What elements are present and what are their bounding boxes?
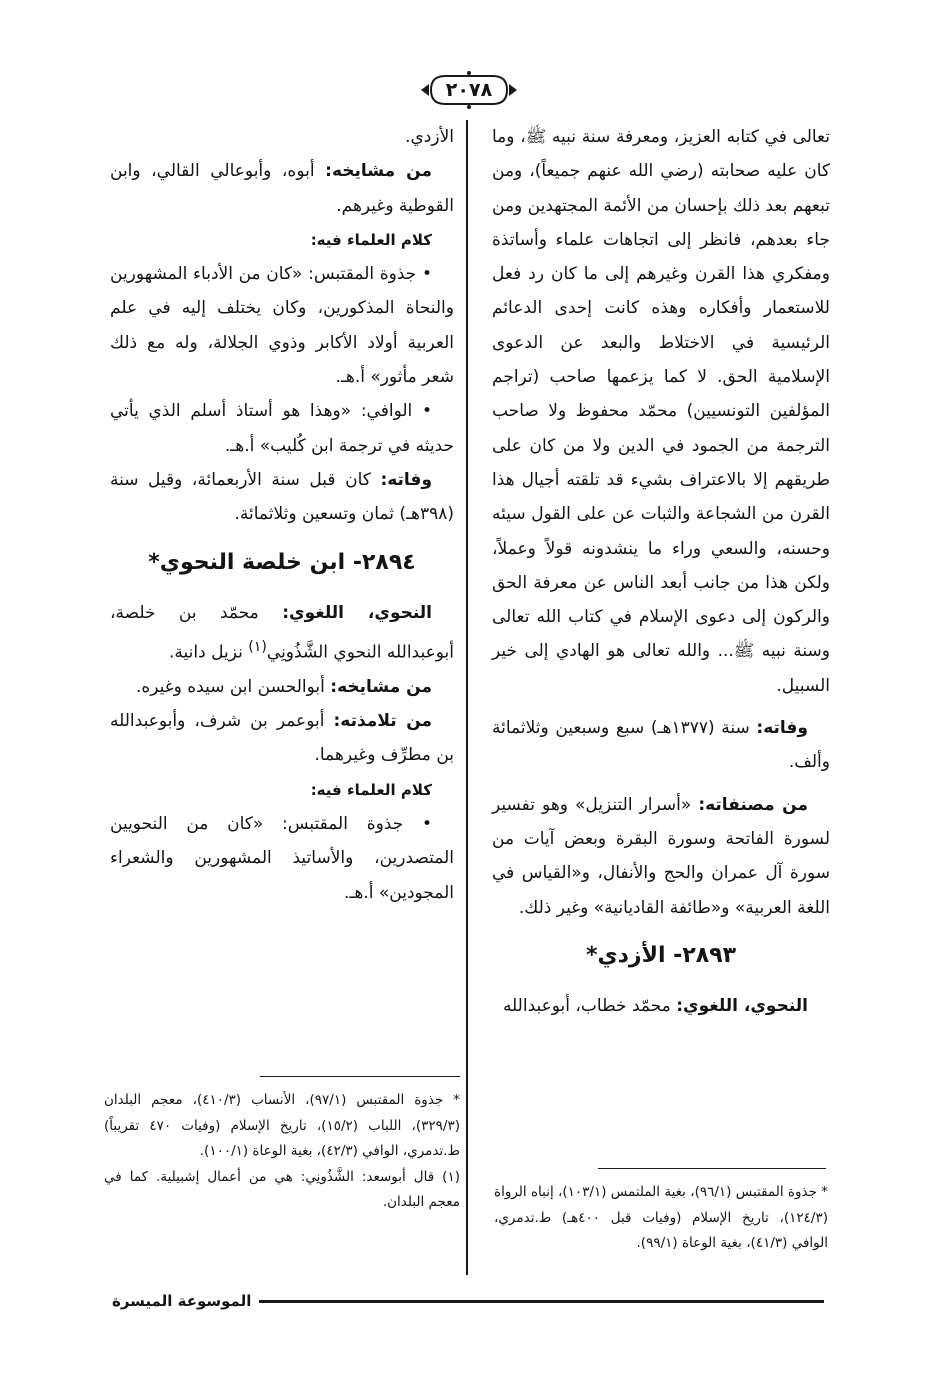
left-column xyxy=(110,120,454,910)
entry-paragraph xyxy=(110,596,454,670)
works-label: من مصنفاته: xyxy=(698,794,809,815)
quote: • الوافي: «وهذا هو أستاذ أسلم الذي يأتي حديثه في ترجمة ابن كُليب» أ.هـ. xyxy=(110,401,454,456)
students-label: من تلامذته: xyxy=(333,711,433,732)
death-text: سنة (١٣٧٧هـ) سبع وسبعين وثلاثمائة وألف. xyxy=(492,718,830,773)
scholars-label: كلام العلماء فيه: xyxy=(310,780,432,799)
footnote-text: * جذوة المقتبس (٩٧/١)، الأنساب (٤١٠/٣)، معجم البلدان (٣٢٩/٣)، اللباب (١٥/٢)، تاريخ الإسلام (وفيات ٤٧٠ تقريباً) ط.تدمري، الوافي (٤٢/٣)، بغية الوعاة (١٠٠/١). xyxy=(104,1092,461,1159)
death-paragraph xyxy=(110,463,454,532)
footnote-rule xyxy=(598,1168,826,1169)
footnote-right xyxy=(494,1180,828,1257)
scholars-label: كلام العلماء فيه: xyxy=(310,230,432,249)
quote: • جذوة المقتبس: «كان من الأدباء المشهورين والنحاة المذكورين، وكان يختلف إليه في علم العربية أولاد الأكابر وذوي الجلالة، وله مع ذلك شعر مأثور» أ.هـ. xyxy=(110,264,454,388)
footnote-text: * جذوة المقتبس (٩٦/١)، بغية الملتمس (١٠٣/١)، إنباه الرواة (١٢٤/٣)، تاريخ الإسلام (وفيات قبل ٤٠٠هـ) ط.تدمري، الوافي (٤١/٣)، بغية الوعاة (٩٩/١). xyxy=(494,1184,828,1251)
students-paragraph xyxy=(110,704,454,773)
death-label: وفاته: xyxy=(756,718,808,739)
entry-label: النحوي، اللغوي: xyxy=(282,602,432,623)
entry-text: محمّد بن خلصة، أبوعبدالله النحوي الشَّذُونِي xyxy=(110,602,454,663)
death-text: كان قبل سنة الأربعمائة، وقيل سنة (٣٩٨هـ) ثمان وتسعين وثلاثمائة. xyxy=(110,469,454,525)
footnote-text: (١) قال أبوسعد: الشَّذُونِي: هي من أعمال إشبيلية. كما في معجم البلدان. xyxy=(104,1168,460,1210)
students-text: أبوعمر بن شرف، وأبوعبدالله بن مطرِّف وغيرهما. xyxy=(110,711,454,766)
continuation-text: الأزدي. xyxy=(405,127,454,147)
death-label: وفاته: xyxy=(380,469,433,490)
teachers-label: من مشايخه: xyxy=(330,676,432,697)
footnote-left xyxy=(104,1088,460,1216)
entry-start-label: النحوي، اللغوي: xyxy=(676,995,808,1016)
teachers-text: أبوه، وأبوعالي القالي، وابن القوطية وغيرهم. xyxy=(110,161,454,216)
teachers-paragraph xyxy=(110,154,454,223)
footnote-ref: (١) xyxy=(248,638,267,655)
teachers-label: من مشايخه: xyxy=(325,161,432,182)
quote: • جذوة المقتبس: «كان من النحويين المتصدرين، والأساتيذ المشهورين والشعراء المجودين» أ.هـ. xyxy=(110,814,454,903)
entry-start-paragraph xyxy=(492,989,830,1023)
teachers-text: أبوالحسن ابن سيده وغيره. xyxy=(135,676,325,697)
paragraph: تعالى في كتابه العزيز، ومعرفة سنة نبيه ﷺ، وما كان عليه صحابته (رضي الله عنهم جميعاً)، ومن تبعهم بعد ذلك بإحسان من الأئمة المجتهدين ومن جاء بعدهم، فانظر إلى اتجاهات علماء وأساتذة ومفكري هذا القرن وغيرهم إلى ما كان رد فعل للاستعمار وأفكاره وهذه كانت إحدى الدعائم الرئيسية في الاختلاط والبعد عن الدعوى الإسلامية الحق. لا كما يزعمها صاحب (تراجم المؤلفين التونسيين) محمّد محفوظ ولا صاحب الترجمة من الجمود في الدين ولا من كان على طريقهم إلا بالاعتراف بشيء قد تلقته أجيال هذا القرن من الشجاعة والثبات عن على القول سيئه وحسنه، والسعي وراء ما ينشدونه قولاً وعملاً، ولكن هذا من جانب أبعد الناس عن معرفة الحق والركون إلى دعوى الإسلام في كتاب الله تعالى وسنة نبيه ﷺ... والله تعالى هو الهادي إلى خير السبيل. xyxy=(492,127,830,696)
works-text: «أسرار التنزيل» وهو تفسير لسورة الفاتحة وسورة البقرة وبعض آيات من سورة آل عمران والحج والأنفال، و«القياس في اللغة العربية» و«طائفة القاديانية» وغير ذلك. xyxy=(492,794,830,918)
entry-heading: ٢٨٩٤- ابن خلصة النحوي* xyxy=(148,549,416,575)
right-column xyxy=(492,120,830,1023)
footer-title: الموسوعة الميسرة xyxy=(108,1290,259,1312)
column-divider xyxy=(466,120,468,1275)
entry-heading: ٢٨٩٣- الأزدي* xyxy=(585,942,737,968)
footnote-rule xyxy=(260,1076,460,1077)
works-paragraph xyxy=(492,788,830,925)
page-number: ٢٠٧٨ xyxy=(445,79,493,101)
teachers-paragraph xyxy=(110,670,454,704)
entry-text-end: نزيل دانية. xyxy=(169,642,243,663)
death-paragraph xyxy=(492,711,830,780)
page-number-ornament xyxy=(419,70,519,110)
entry-start-text: محمّد خطاب، أبوعبدالله xyxy=(502,995,671,1016)
